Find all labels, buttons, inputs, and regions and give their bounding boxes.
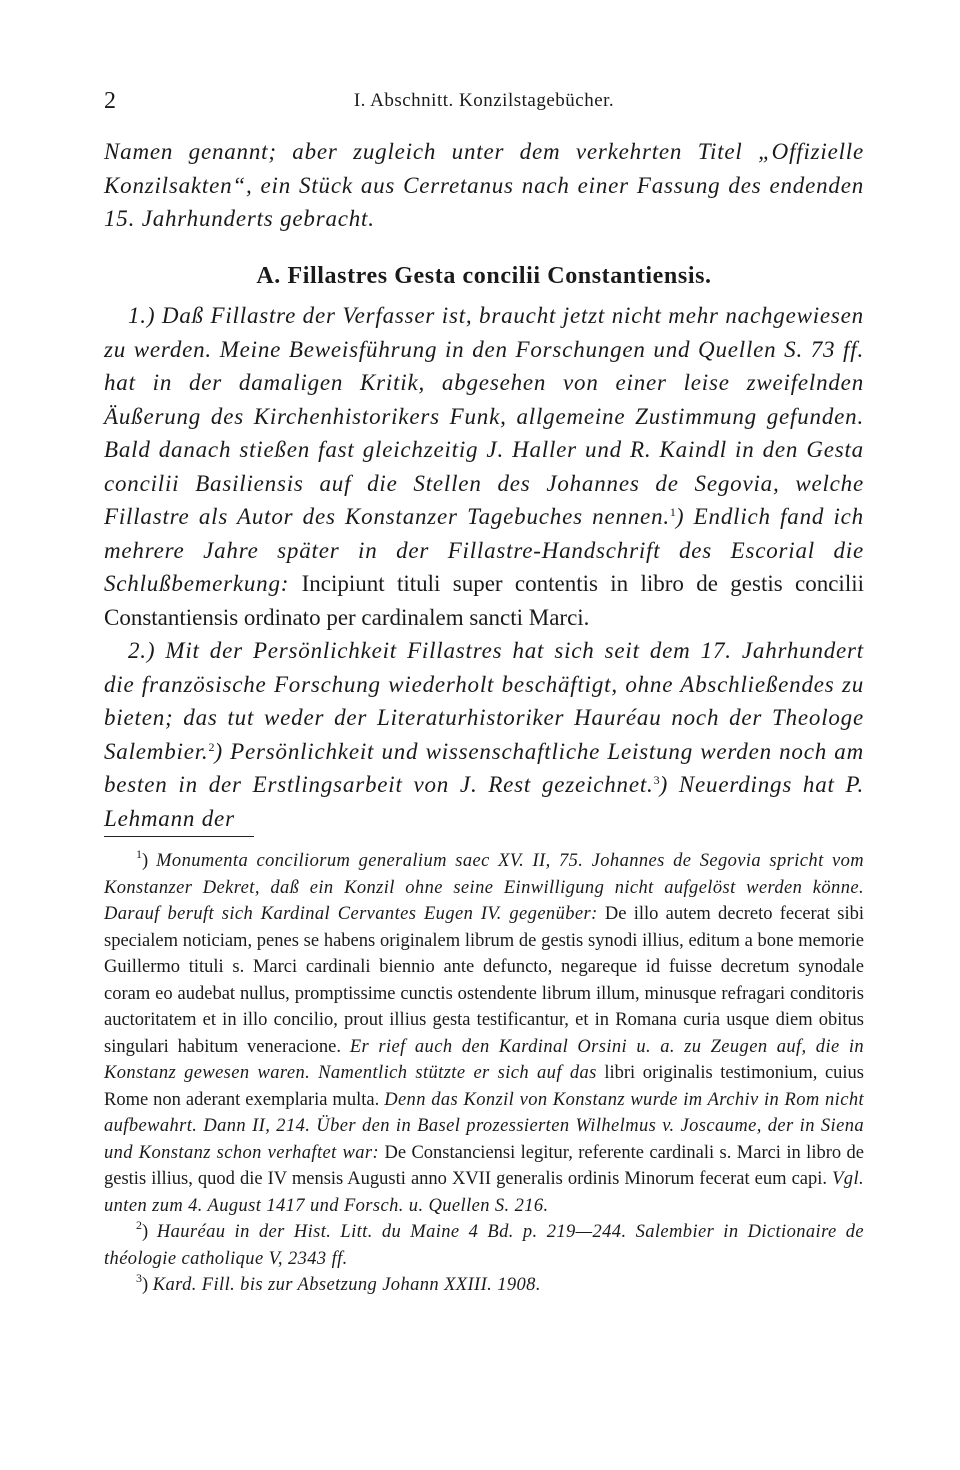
footnote-1-text-g: Vgl. unten zum 4. August 1417 und Forsch. u. Quellen S. 216.: [104, 1169, 865, 1216]
footnote-2-text: Hauréau in der Hist. Litt. du Maine 4 Bd. p. 219—244. Salembier in Dictionaire de théologie catholique V, 2343 ff.: [104, 1222, 864, 1269]
footnotes: [104, 848, 864, 1299]
footnote-ref-3: 3: [653, 773, 660, 787]
footnote-ref-1: 1: [669, 505, 676, 519]
paragraph-personality-text-3: ) Neuerdings hat P. Lehmann der: [104, 772, 864, 831]
paragraph-personality-text-2: ) Persönlichkeit und wissenschaftliche Leistung werden noch am besten in der Erstlingsarbeit von J. Rest gezeichnet.: [104, 738, 864, 797]
footnote-1-latin-f: De Constanciensi legitur, referente cardinali s. Marci in libro de gestis illius, quod die IV mensis Augusti anno XVII generalis ordinis Minorum fecerat eum capi.: [104, 1142, 865, 1189]
page-header: [104, 88, 864, 118]
main-text: [104, 135, 864, 835]
footnote-1-mark: 1: [136, 847, 142, 861]
running-title: I. Abschnitt. Konzilstagebücher.: [353, 90, 615, 111]
footnote-3-mark: 3: [136, 1271, 142, 1285]
footnote-1-latin-a: De illo autem decreto fecerat sibi specialem noticiam, penes se habens originalem librum de gestis synodi illius, editum a bone memorie Guillermo tituli s. Marci cardinali biennio ante defuncto, negareque id fuisse decretum synodale coram eo audebat nullus, promptissime cunctis ostendente librum illum, minusque refragari conditoris auctoritatem et in illo concilio, prout illius gesta testificantur, et in Romana curia usque diem obitus singulari habitum veneracione.: [104, 904, 865, 1057]
paragraph-personality: [104, 634, 864, 835]
footnote-3-text: Kard. Fill. bis zur Absetzung Johann XXIII. 1908.: [152, 1275, 541, 1295]
footnote-1-text-e: Denn das Konzil von Konstanz wurde im Archiv in Rom nicht aufbewahrt. Dann II, 214. Über den in Basel prozessierten Wilhelmus v. Joscaume, der in Siena und Konstanz schon verhaftet war:: [104, 1089, 865, 1163]
footnote-3: $^3$) Kard. Fill. bis zur Absetzung Johann XXIII. 1908.: [136, 1271, 541, 1295]
section-heading: A. Fillastres Gesta concilii Constantiensis.: [256, 262, 712, 289]
paragraph-continuation: Namen genannt; aber zugleich unter dem verkehrten Titel „Offizielle Konzilsakten“, ein Stück aus Cerretanus nach einer Fassung des endenden 15. Jahrhunderts gebracht.: [104, 139, 864, 231]
paragraph-authorship-text-2: ) Endlich fand ich mehrere Jahre später in der Fillastre-Handschrift des Escorial die Schlußbemerkung:: [104, 504, 864, 596]
paragraph-personality-text: 2.) Mit der Persönlichkeit Fillastres hat sich seit dem 17. Jahrhundert die französische Forschung wiederholt beschäftigt, ohne Abschließendes zu bieten; das tut weder der Literaturhistoriker Hauréau noch der Theologe Salembier.: [104, 638, 864, 764]
paragraph-authorship: [104, 299, 864, 634]
latin-quotation: Incipiunt tituli super contentis in libro de gestis concilii Constantiensis ordinato per cardinalem sancti Marci.: [104, 571, 864, 630]
footnote-ref-2: 2: [208, 739, 215, 754]
footnote-2: $^2$) Hauréau in der Hist. Litt. du Maine 4 Bd. p. 219—244. Salembier in Dictionaire de théologie catholique V, 2343 ff.: [104, 1218, 864, 1269]
footnote-1: $^1$) Monumenta conciliorum generalium saec XV. II, 75. Johannes de Segovia spricht vom Konstanzer Dekret, daß ein Konzil ohne seine Einwilligung nicht aufgelöst werden könne. Darauf beruft sich Kardinal Cervantes Eugen IV. gegenüber: De illo autem decreto fecerat sibi specialem noticiam, penes se habens originalem librum de gestis synodi illius, editum a bone memorie Guillermo tituli s. Marci cardinali biennio ante defuncto, negareque id fuisse decretum synodale coram eo audebat nullus, promptissime cunctis ostendente librum illum, minusque refragari conditoris auctoritatem et in illo concilio, prout illius gesta testificantur, et in Romana curia usque diem obitus singulari habitum veneracione. Er rief auch den Kardinal Orsini u. a. zu Zeugen auf, die in Konstanz gewesen waren. Namentlich stützte er sich auf das libri originalis testimonium, cuius Rome non aderant exemplaria multa. Denn das Konzil von Konstanz wurde im Archiv in Rom nicht aufbewahrt. Dann II, 214. Über den in Basel prozessierten Wilhelmus v. Joscaume, der in Siena und Konstanz schon verhaftet war: De Constanciensi legitur, referente cardinali s. Marci in libro de gestis illius, quod die IV mensis Augusti anno XVII generalis ordinis Minorum fecerat eum capi. Vgl. unten zum 4. August 1417 und Forsch. u. Quellen S. 216.: [104, 847, 865, 1216]
footnote-1-latin-d: libri originalis testimonium, cuius Rome non aderant exemplaria multa.: [104, 1063, 865, 1110]
page-number: 2: [104, 88, 116, 114]
footnote-separator: [104, 836, 254, 837]
footnote-2-mark: 2: [136, 1218, 142, 1232]
paragraph-authorship-text: 1.) Daß Fillastre der Verfasser ist, braucht jetzt nicht mehr nachgewiesen zu werden. Meine Beweisführung in den Forschungen und Quellen S. 73 ff. hat in der damaligen Kritik, abgesehen von einer leise zweifelnden Äußerung des Kirchenhistorikers Funk, allgemeine Zustimmung gefunden. Bald danach stießen fast gleichzeitig J. Haller und R. Kaindl in den Gesta concilii Basiliensis auf die Stellen des Johannes de Segovia, welche Fillastre als Autor des Konstanzer Tagebuches nennen.: [104, 303, 864, 529]
footnote-1-text-c: Er rief auch den Kardinal Orsini u. a. zu Zeugen auf, die in Konstanz gewesen waren. Namentlich stützte er sich auf das: [104, 1036, 865, 1083]
footnote-1-text-a: Monumenta conciliorum generalium saec XV. II, 75. Johannes de Segovia spricht vom Konstanzer Dekret, daß ein Konzil ohne seine Einwilligung nicht aufgelöst werden könne. Darauf beruft sich Kardinal Cervantes Eugen IV. gegenüber:: [104, 851, 864, 924]
